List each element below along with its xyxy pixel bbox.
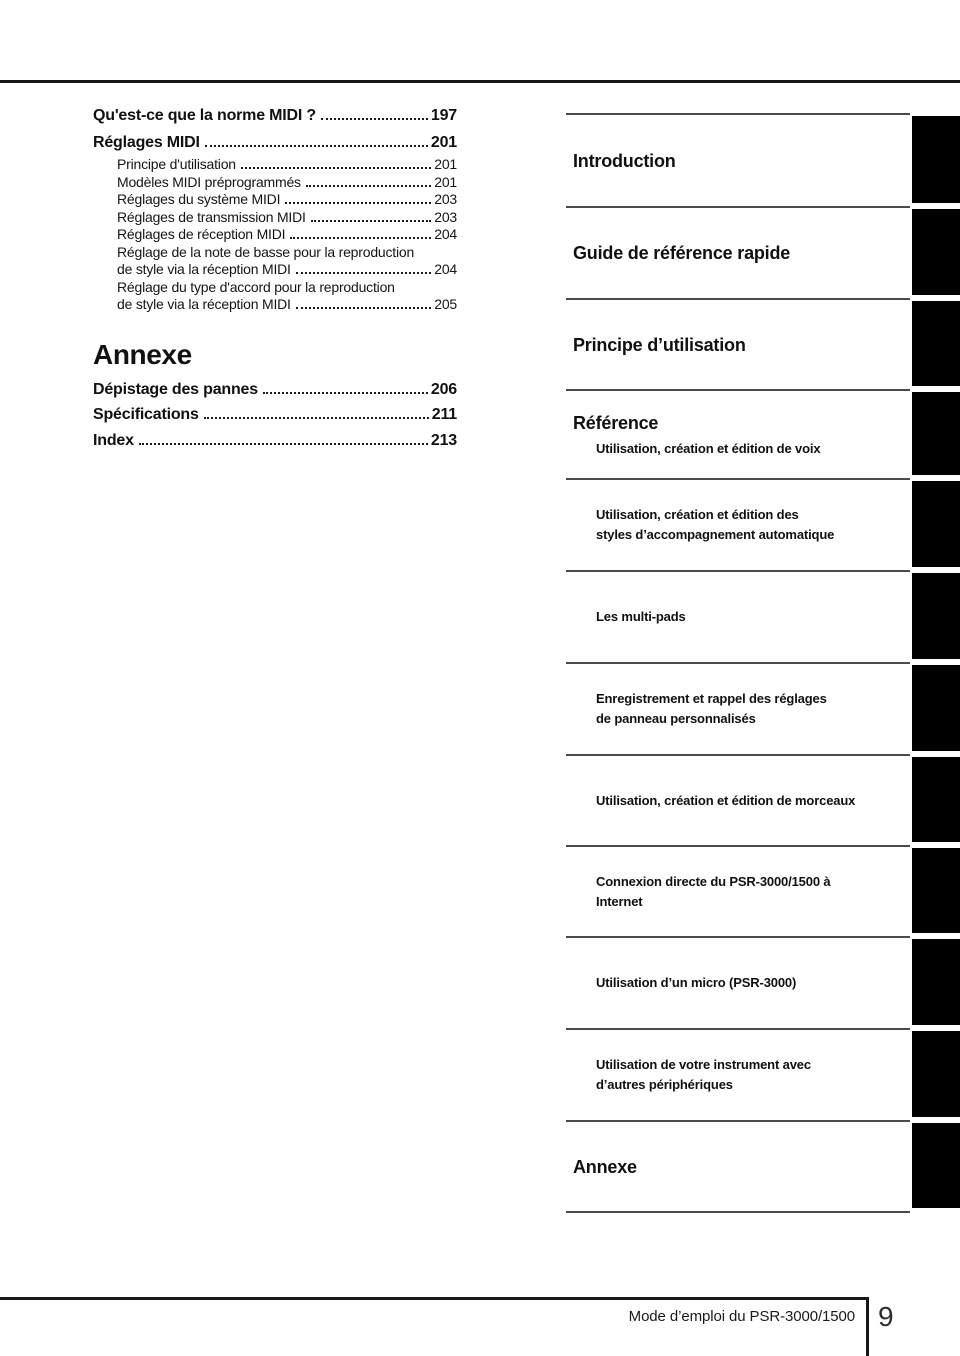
chapter-edge-tab bbox=[912, 665, 960, 751]
toc-entry-first-line: Réglage de la note de basse pour la reproduction bbox=[117, 243, 415, 260]
toc-page-number: 201 bbox=[430, 134, 457, 151]
toc-page-number: 203 bbox=[434, 208, 457, 225]
top-rule bbox=[0, 80, 960, 83]
toc-leader-dots bbox=[296, 307, 431, 309]
chapter-edge-tab bbox=[912, 209, 960, 295]
chapter-subtitle: Utilisation de votre instrument avec bbox=[596, 1057, 811, 1072]
toc-entry-label: Réglages de réception MIDI bbox=[117, 226, 286, 242]
toc-page-number: 201 bbox=[434, 173, 457, 190]
toc-page-number: 201 bbox=[434, 156, 457, 172]
toc-entry-label: Dépistage des pannes bbox=[93, 380, 258, 398]
toc-entry bbox=[93, 226, 457, 244]
chapter-title: Guide de référence rapide bbox=[573, 243, 791, 263]
page-number: 9 bbox=[878, 1301, 894, 1332]
chapter-subtitle: Enregistrement et rappel des réglages bbox=[596, 691, 827, 706]
chapter-section-styles bbox=[566, 480, 910, 570]
toc-leader-dots bbox=[321, 118, 428, 120]
chapter-edge-tab bbox=[912, 939, 960, 1025]
toc-leader-dots bbox=[285, 202, 431, 204]
chapter-section-peripherals bbox=[566, 1030, 910, 1120]
toc-sub-entries bbox=[93, 156, 457, 314]
chapter-edge-tab bbox=[912, 1031, 960, 1117]
toc-entry bbox=[93, 133, 457, 153]
annexe-heading: Annexe bbox=[93, 338, 192, 370]
chapter-edge-tab bbox=[912, 757, 960, 842]
chapter-title: Référence bbox=[573, 412, 659, 433]
chapter-section-introduction bbox=[566, 115, 910, 206]
chapter-section-basic-operation bbox=[566, 300, 910, 389]
toc-entry bbox=[93, 377, 457, 403]
toc-page-number: 197 bbox=[430, 107, 457, 124]
toc-page-number: 213 bbox=[430, 431, 457, 449]
toc-entry-label: de style via la réception MIDI bbox=[117, 296, 291, 312]
chapter-edge-tab bbox=[912, 392, 960, 475]
chapter-title: Introduction bbox=[573, 150, 676, 171]
chapter-section-appendix bbox=[566, 1122, 910, 1211]
toc-page-number: 211 bbox=[431, 406, 457, 423]
annexe-entries bbox=[93, 377, 457, 454]
chapter-section-quick-guide bbox=[566, 208, 910, 298]
toc-entry bbox=[93, 174, 457, 192]
chapter-section-songs bbox=[566, 756, 910, 845]
chapter-edge-tab bbox=[912, 573, 960, 659]
toc-entry-label: Modèles MIDI préprogrammés bbox=[117, 173, 301, 190]
toc-page-number: 204 bbox=[434, 261, 457, 277]
toc-leader-dots bbox=[204, 417, 429, 419]
toc-entry bbox=[93, 106, 457, 126]
chapter-section-microphone bbox=[566, 938, 910, 1028]
toc-page-number: 203 bbox=[434, 191, 457, 207]
toc-entry bbox=[93, 261, 457, 279]
toc-leader-dots bbox=[296, 272, 431, 274]
toc-page-number: 204 bbox=[434, 226, 457, 242]
footer-rule bbox=[0, 1297, 868, 1300]
chapter-subtitle: de panneau personnalisés bbox=[596, 711, 756, 726]
toc-entry bbox=[93, 402, 457, 428]
toc-page-number: 205 bbox=[434, 296, 457, 312]
toc-entry-label: Principe d'utilisation bbox=[117, 156, 236, 172]
toc-entry-label: Index bbox=[93, 431, 134, 449]
chapter-subtitle: Utilisation, création et édition de voix bbox=[596, 440, 821, 456]
toc-leader-dots bbox=[205, 145, 428, 147]
chapter-edge-tab bbox=[912, 301, 960, 386]
toc-page-number: 206 bbox=[430, 380, 457, 398]
toc-entry-label: Spécifications bbox=[93, 406, 199, 423]
chapter-section-reference bbox=[566, 391, 910, 478]
toc-entry bbox=[93, 296, 457, 314]
chapter-subtitle: Connexion directe du PSR-3000/1500 à bbox=[596, 873, 831, 889]
toc-entry bbox=[93, 191, 457, 209]
chapter-subtitle: Les multi-pads bbox=[596, 609, 686, 624]
toc-entry bbox=[93, 209, 457, 227]
toc-leader-dots bbox=[139, 443, 428, 445]
toc-leader-dots bbox=[311, 220, 432, 222]
chapter-edge-tab bbox=[912, 481, 960, 567]
chapter-subtitle: styles d’accompagnement automatique bbox=[596, 527, 835, 542]
section-rule bbox=[566, 1211, 910, 1213]
toc-entry-label: Réglages MIDI bbox=[93, 134, 200, 151]
toc-entry-label: Réglages de transmission MIDI bbox=[117, 208, 306, 225]
toc-leader-dots bbox=[241, 167, 431, 169]
chapter-section-internet bbox=[566, 847, 910, 936]
toc-entry-label: de style via la réception MIDI bbox=[117, 261, 291, 277]
toc-entry-label: Qu'est-ce que la norme MIDI ? bbox=[93, 107, 316, 124]
toc-entry bbox=[93, 428, 457, 454]
table-of-contents bbox=[93, 106, 457, 453]
toc-leader-dots bbox=[263, 392, 428, 394]
chapter-subtitle: Utilisation, création et édition de morceaux bbox=[596, 792, 856, 808]
chapter-subtitle: Internet bbox=[596, 893, 643, 909]
toc-leader-dots bbox=[290, 237, 431, 239]
chapter-section-registration bbox=[566, 664, 910, 754]
footer-divider bbox=[866, 1297, 869, 1356]
chapter-subtitle: d’autres périphériques bbox=[596, 1077, 733, 1092]
chapter-title: Principe d’utilisation bbox=[573, 334, 746, 355]
toc-entry-first-line: Réglage du type d'accord pour la reproduction bbox=[117, 278, 395, 295]
chapter-edge-tab bbox=[912, 1123, 960, 1208]
toc-leader-dots bbox=[306, 185, 431, 187]
chapter-edge-tab bbox=[912, 116, 960, 203]
manual-title: Mode d’emploi du PSR-3000/1500 bbox=[628, 1308, 855, 1325]
chapter-title: Annexe bbox=[573, 1156, 637, 1177]
chapter-subtitle: Utilisation, création et édition des bbox=[596, 507, 799, 522]
chapter-subtitle: Utilisation d’un micro (PSR-3000) bbox=[596, 975, 797, 990]
chapter-section-multi-pads bbox=[566, 572, 910, 662]
chapter-edge-tab bbox=[912, 848, 960, 933]
toc-entry-label: Réglages du système MIDI bbox=[117, 191, 281, 207]
toc-entry bbox=[93, 156, 457, 174]
